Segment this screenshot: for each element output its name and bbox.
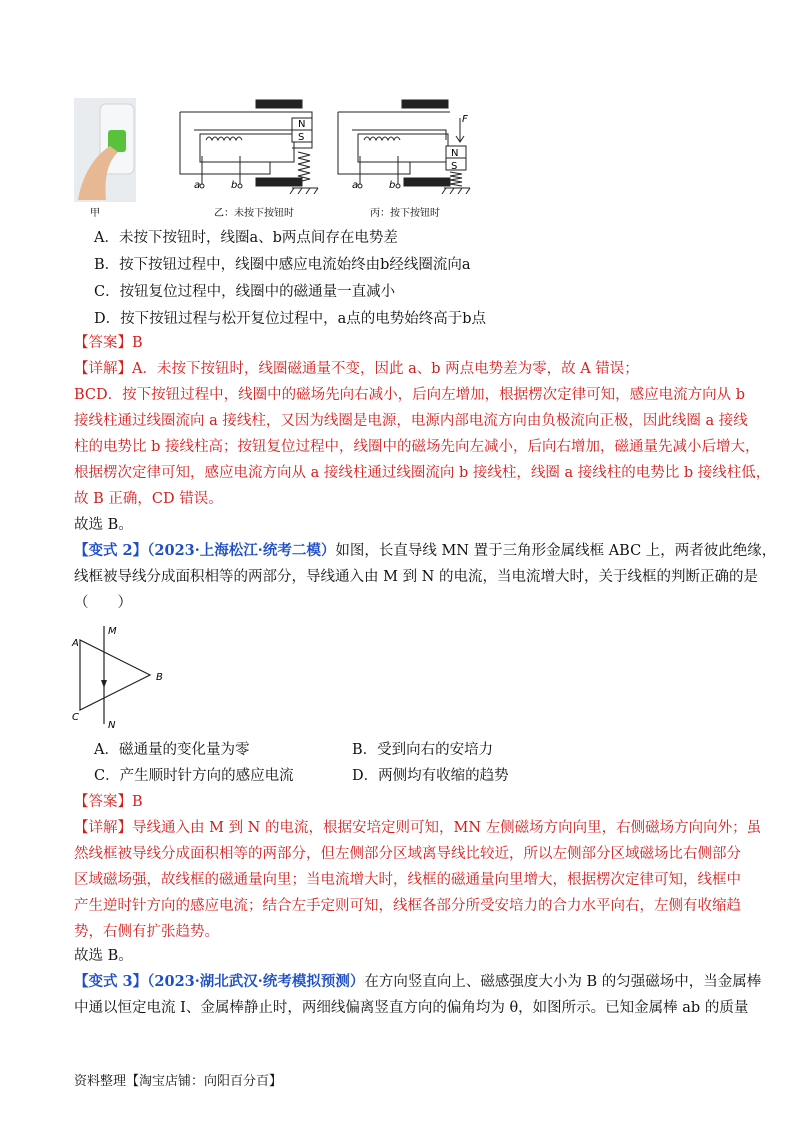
q2-source: （2023·上海松江·统考二模） (147, 542, 336, 559)
button-photo (74, 98, 136, 202)
switch-diagram-svg (70, 96, 490, 220)
q1-explain-line-1 (74, 359, 639, 379)
q2-explain-line-3: 区域磁场强，故线框的磁通量向里；当电流增大时，线框的磁通量向里增大，根据楞次定律可知，线框中 (74, 872, 741, 888)
q2-conclusion: 故选 B。 (74, 948, 133, 964)
q2-option-c: C．产生顺时针方向的感应电流 (94, 768, 294, 784)
terminal-a-bing: a (352, 180, 359, 191)
q1-option-a: A．未按下按钮时，线圈a、b两点间存在电势差 (94, 230, 398, 246)
q1-explain-line-4: 柱的电势比 b 接线柱高；按钮复位过程中，线圈中的磁场先向左减小，后向右增加，磁通量先减小后增大， (74, 439, 760, 455)
answer-value: B (132, 335, 143, 351)
magnet-s-yi: S (298, 132, 305, 143)
q2-explain-tag: 【详解】 (74, 820, 132, 836)
vertex-c-label: C (72, 712, 79, 723)
q2-text-3: （ ） (74, 595, 132, 611)
figure-switch-diagrams (70, 96, 490, 220)
terminal-a-yi: a (194, 180, 201, 191)
q2-explain-line-5: 势，右侧有扩张趋势。 (74, 924, 219, 940)
vertex-a-label: A (72, 638, 79, 649)
wire-n-label: N (108, 720, 116, 731)
q1-option-c: C．按钮复位过程中，线圈中的磁通量一直减小 (94, 284, 396, 300)
q1-explain-line-6: 故 B 正确，CD 错误。 (74, 491, 223, 507)
q2-option-d: D．两侧均有收缩的趋势 (352, 768, 509, 784)
current-arrow-icon (101, 680, 107, 688)
q1-explain-line-3: 接线柱通过线圈流向 a 接线柱，又因为线圈是电源，电源内部电流方向由负极流向正极，因此线圈 a 接线 (74, 413, 748, 429)
magnet-s-bing: S (451, 161, 458, 172)
q1-option-b: B．按下按钮过程中，线圈中感应电流始终由b经线圈流向a (94, 257, 471, 273)
q1-option-d: D．按下按钮过程与松开复位过程中，a点的电势始终高于b点 (94, 311, 487, 327)
q3-heading (74, 972, 761, 992)
vertex-b-label: B (156, 672, 163, 683)
q2-explain-text-1: 导线通入由 M 到 N 的电流，根据安培定则可知，MN 左侧磁场方向向里，右侧磁场方向向外；虽 (132, 820, 762, 836)
explain-tag: 【详解】 (74, 361, 132, 377)
terminal-b-yi: b (231, 180, 238, 191)
terminal-b-bing: b (389, 180, 396, 191)
q3-tag: 【变式 3】 (74, 973, 148, 990)
q1-answer (74, 333, 143, 353)
q2-answer-value: B (132, 794, 143, 810)
triangle-figure (70, 620, 180, 732)
q2-explain-line-1 (74, 818, 761, 838)
q2-explain-line-2: 然线框被导线分成面积相等的两部分，但左侧部分区域离导线比较近，所以左侧部分区域磁场比右侧部分 (74, 846, 741, 862)
triangle-svg (70, 620, 180, 732)
q3-source: （2023·湖北武汉·统考模拟预测） (147, 973, 365, 990)
q2-option-a: A．磁通量的变化量为零 (94, 742, 250, 758)
page-footer: 资料整理【淘宝店铺：向阳百分百】 (74, 1074, 283, 1089)
explain-text-1: A．未按下按钮时，线圈磁通量不变，因此 a、b 两点电势差为零，故 A 错误； (132, 361, 639, 377)
q1-conclusion: 故选 B。 (74, 517, 133, 533)
wire-m-label: M (108, 626, 117, 637)
q3-text-1: 在方向竖直向上、磁感强度大小为 B 的匀强磁场中，当金属棒 (364, 974, 762, 990)
magnet-n-yi: N (298, 119, 306, 130)
q2-text-2: 线框被导线分成面积相等的两部分，导线通入由 M 到 N 的电流，当电流增大时，关于线框的判断正确的是 (74, 569, 758, 585)
fig-label-bing: 丙：按下按钮时 (370, 208, 440, 219)
q2-text-1: 如图，长直导线 MN 置于三角形金属线框 ABC 上，两者彼此绝缘， (335, 543, 777, 559)
q2-tag: 【变式 2】 (74, 542, 148, 559)
q2-option-b: B．受到向右的安培力 (352, 742, 494, 758)
force-f-label: F (462, 114, 468, 125)
diagram-yi (180, 100, 318, 194)
q2-explain-line-4: 产生逆时针方向的感应电流；结合左手定则可知，线框各部分所受安培力的合力水平向右，左侧有收缩趋 (74, 898, 741, 914)
fig-label-jia: 甲 (90, 208, 100, 219)
q3-text-2: 中通以恒定电流 I、金属棒静止时，两细线偏离竖直方向的偏角均为 θ，如图所示。已知金属棒 ab 的质量 (74, 1000, 749, 1016)
answer-tag: 【答案】 (74, 335, 132, 351)
q1-explain-line-2: BCD．按下按钮过程中，线圈中的磁场先向右减小，后向左增加，根据楞次定律可知，感应电流方向从 b (74, 387, 746, 403)
q1-explain-line-5: 根据楞次定律可知，感应电流方向从 a 接线柱通过线圈流向 b 接线柱，线圈 a 接线柱的电势比 b 接线柱低， (74, 465, 771, 481)
triangle-abc (80, 640, 150, 710)
fig-label-yi: 乙：未按下按钮时 (214, 208, 294, 219)
q2-heading (74, 541, 776, 561)
q2-answer (74, 792, 143, 812)
magnet-n-bing: N (451, 148, 459, 159)
q2-answer-tag: 【答案】 (74, 794, 132, 810)
